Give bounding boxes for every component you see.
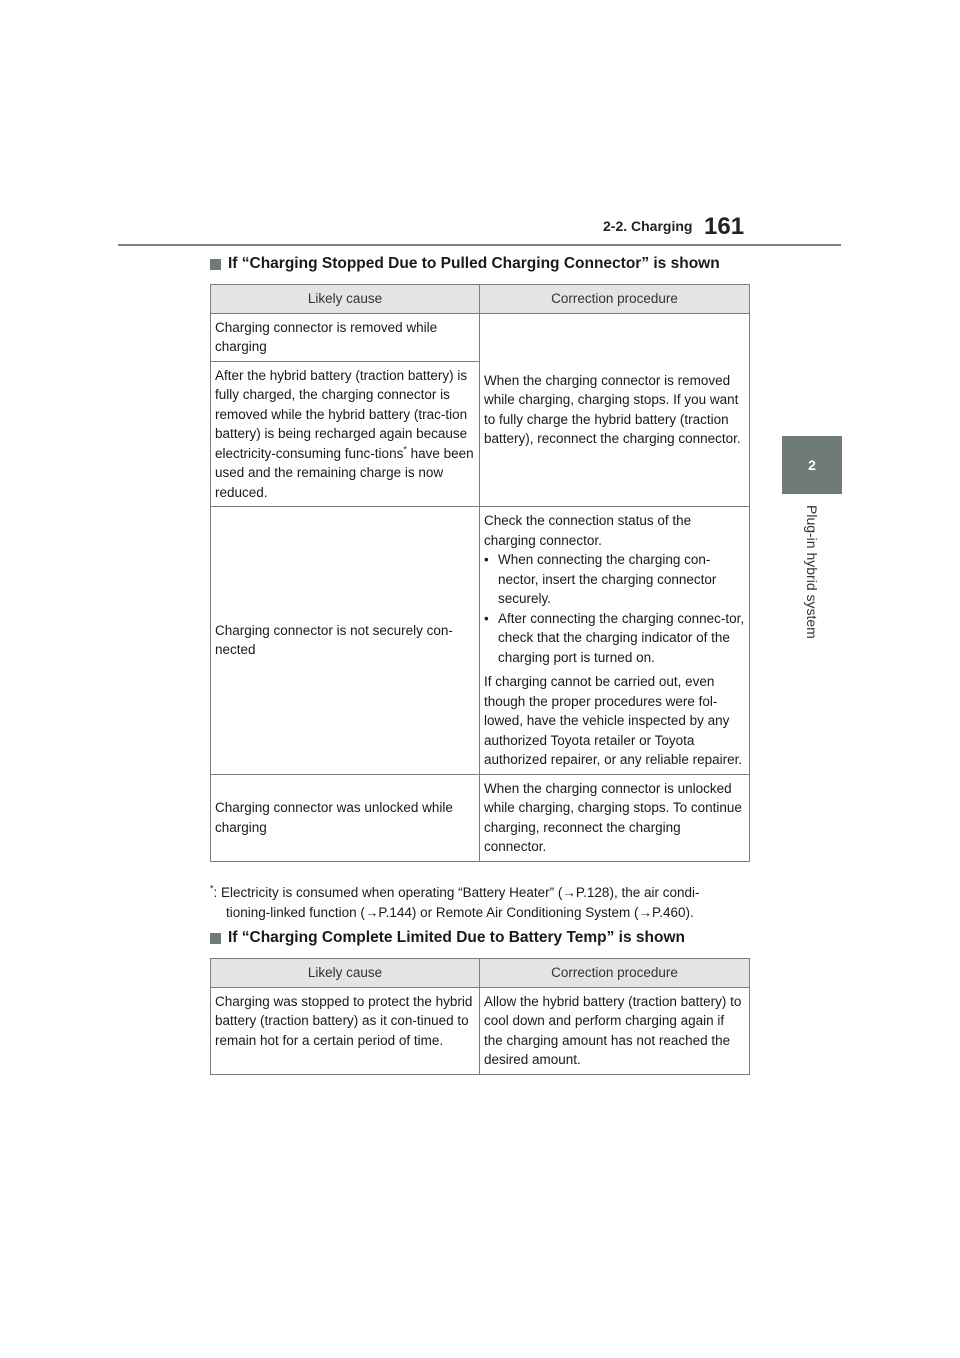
bullet-item <box>484 609 745 668</box>
column-header-correction: Correction procedure <box>480 285 750 314</box>
cause-text: After the hybrid battery (traction battery) is fully charged, the charging connector is removed while the hybrid battery (trac-tion battery) is being recharged again because electricity-consuming func-tions <box>215 367 468 461</box>
chapter-tab-number: 2 <box>808 457 816 473</box>
footnote <box>210 883 755 922</box>
footnote-mark: * <box>403 444 407 454</box>
section1-heading <box>210 255 720 273</box>
chapter-side-label <box>800 505 824 655</box>
table-header-row <box>211 959 750 988</box>
correction-cell <box>480 507 750 775</box>
column-header-cause: Likely cause <box>211 285 480 314</box>
section2-heading <box>210 929 685 947</box>
cause-cell: Charging was stopped to protect the hybrid battery (traction battery) as it con-tinued to remain hot for a certain period of time. <box>211 987 480 1074</box>
correction-intro: Check the connection status of the charging connector. <box>484 513 692 548</box>
header-divider <box>118 244 841 246</box>
correction-outro: If charging cannot be carried out, even though the proper procedures were fol-lowed, have the vehicle inspected by any authorized Toyota retailer or Toyota authorized repairer, or any reliable repairer. <box>484 674 743 767</box>
correction-cell: When the charging connector is removed while charging, charging stops. If you want to fully charge the hybrid battery (traction battery), reconnect the charging connector. <box>480 313 750 507</box>
chapter-tab <box>782 436 842 494</box>
heading-square-icon <box>210 933 221 944</box>
table-row <box>211 987 750 1074</box>
footnote-line2: tioning-linked function (→P.144) or Remote Air Conditioning System (→P.460). <box>226 904 694 920</box>
cause-cell: Charging connector was unlocked while charging <box>211 774 480 861</box>
table-header-row <box>211 285 750 314</box>
column-header-correction: Correction procedure <box>480 959 750 988</box>
cause-cell: Charging connector is removed while charging <box>211 313 480 361</box>
bullet-text: After connecting the charging connec-tor, check that the charging indicator of the charging port is turned on. <box>498 610 745 665</box>
heading-square-icon <box>210 259 221 270</box>
table-row <box>211 313 750 361</box>
section2-table <box>210 958 750 1075</box>
correction-cell: When the charging connector is unlocked while charging, charging stops. To continue charging, reconnect the charging connector. <box>480 774 750 861</box>
bullet-icon: • <box>484 610 489 626</box>
footnote-mark: * <box>210 883 214 894</box>
page-number: 161 <box>704 213 745 240</box>
bullet-item <box>484 550 745 609</box>
section1-table <box>210 284 750 862</box>
bullet-text: When connecting the charging con-nector, insert the charging connector securely. <box>498 552 717 606</box>
footnote-line1: : Electricity is consumed when operating “Battery Heater” (→P.128), the air condi- <box>213 885 700 900</box>
column-header-cause: Likely cause <box>211 959 480 988</box>
correction-cell: Allow the hybrid battery (traction battery) to cool down and perform charging again if the charging amount has not reached the desired amount. <box>480 987 750 1074</box>
section2-heading-text: If “Charging Complete Limited Due to Battery Temp” is shown <box>228 929 686 946</box>
cause-text-cont: have been used and the remaining charge is now reduced. <box>215 445 474 500</box>
section1-heading-text: If “Charging Stopped Due to Pulled Charging Connector” is shown <box>228 255 720 272</box>
chapter-side-label-text: Plug-in hybrid system <box>804 505 820 639</box>
table-row <box>211 507 750 775</box>
section-title: 2-2. Charging <box>603 218 693 234</box>
table-row <box>211 774 750 861</box>
cause-cell: Charging connector is not securely con-nected <box>211 507 480 775</box>
bullet-icon: • <box>484 552 489 567</box>
cause-cell <box>211 361 480 507</box>
